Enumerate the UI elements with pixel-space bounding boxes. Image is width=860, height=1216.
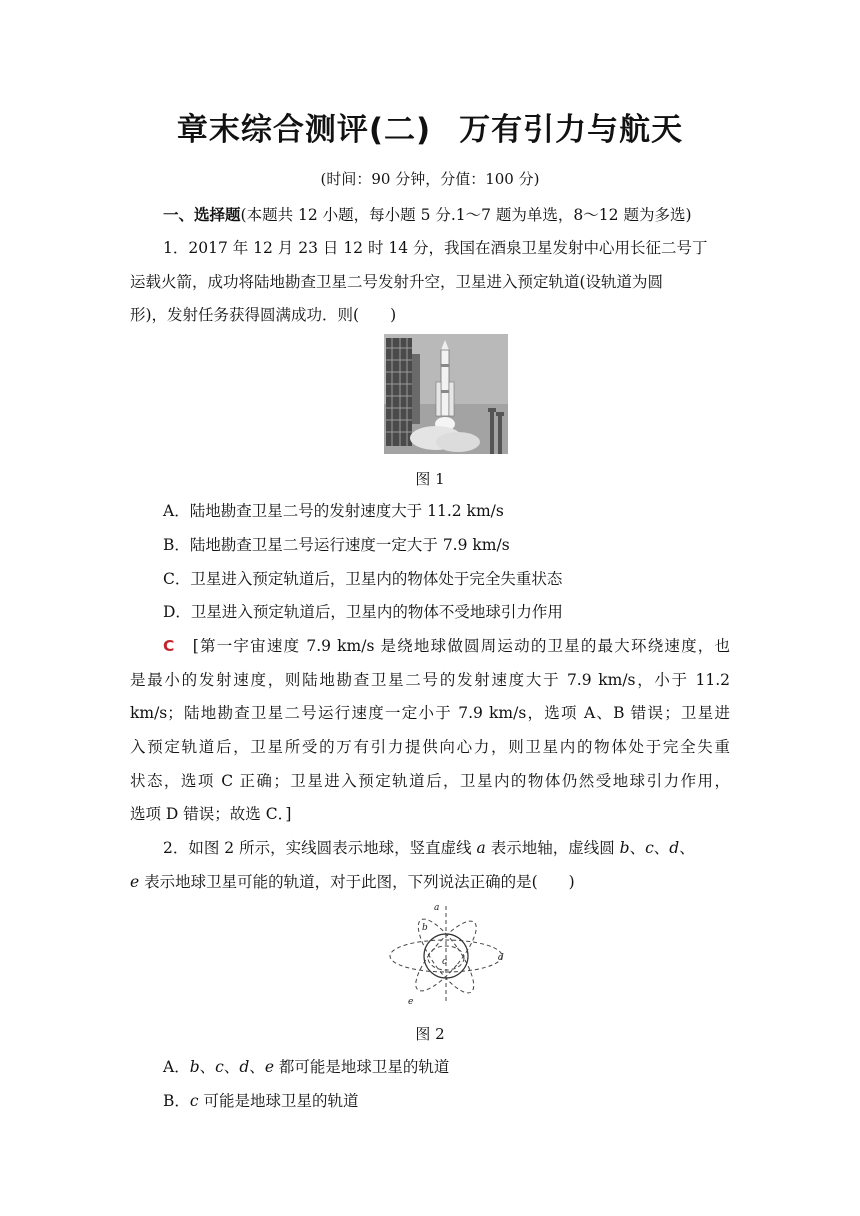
orbit-label-d: d [498,953,504,963]
q2-var-d: d [669,839,680,857]
q2-text: 表示地球卫星可能的轨道，对于此图，下列说法正确的是( ) [139,873,575,891]
q2-var-e: e [130,873,140,891]
q2-var-e: e [264,1058,274,1076]
section-note: (本题共 12 小题，每小题 5 分.1～7 题为单选，8～12 题为多选) [240,206,692,224]
q2-line-1 [163,838,730,858]
q2-text: 、 [679,839,695,857]
orbit-label-c: c [442,957,448,967]
q1-option-d: D．卫星进入预定轨道后，卫星内的物体不受地球引力作用 [163,603,563,621]
q1-answer: C [163,637,175,655]
orbit-label-e: e [408,997,414,1007]
q2-option-text: 、 [223,1058,240,1076]
q1-option-c: C．卫星进入预定轨道后，卫星内的物体处于完全失重状态 [163,570,563,588]
q2-text: 2．如图 2 所示，实线圆表示地球，竖直虚线 [163,839,477,857]
figure-1-caption: 图 1 [415,470,445,488]
q1-explanation-line-4: 入预定轨道后，卫星所受的万有引力提供向心力，则卫星内的物体处于完全失重 [130,738,730,756]
q1-line-2: 运载火箭，成功将陆地勘查卫星二号发射升空，卫星进入预定轨道(设轨道为圆 [130,273,664,291]
q2-option-text: 可能是地球卫星的轨道 [198,1092,359,1110]
q2-var-a: a [476,839,486,857]
title-sub: 万有引力与航天 [459,112,684,148]
exam-meta: (时间：90 分钟，分值：100 分) [320,170,540,188]
q2-option-text: 、 [249,1058,265,1076]
rocket-launch-image [384,334,508,454]
q1-line-3: 形)，发射任务获得圆满成功．则( ) [130,306,397,324]
q2-text: 表示地轴，虚线圆 [485,839,620,857]
q2-line-2 [130,872,730,892]
q2-var-c: c [189,1092,199,1110]
q1-explanation-line-3: km/s；陆地勘查卫星二号运行速度一定小于 7.9 km/s，选项 A、B 错误；卫星进 [130,704,730,722]
q2-option-a [163,1057,730,1077]
section-heading-line [130,205,730,225]
q2-option-b [163,1091,730,1111]
q2-option-text: B． [163,1092,190,1110]
q2-var-d: d [239,1058,250,1076]
section-heading: 一、选择题 [163,206,241,224]
title-main: 章末综合测评(二) [176,112,432,148]
orbit-label-a: a [434,903,440,913]
q1-explanation-line-6: 选项 D 错误；故选 C．] [130,805,292,823]
q2-text: 、 [629,839,646,857]
q2-var-c: c [645,839,654,857]
q2-option-text: A． [163,1058,190,1076]
q1-explanation-line-1 [163,636,730,656]
q2-option-text: 都可能是地球卫星的轨道 [274,1058,450,1076]
q1-line-1: 1．2017 年 12 月 23 日 12 时 14 分，我国在酒泉卫星发射中心用长征二号丁 [163,239,708,257]
q2-var-b: b [619,839,630,857]
q2-var-c: c [215,1058,224,1076]
orbit-label-b: b [422,923,428,933]
q2-text: 、 [653,839,670,857]
orbit-diagram [384,898,508,1008]
q1-option-a: A．陆地勘查卫星二号的发射速度大于 11.2 km/s [163,502,504,520]
q2-option-text: 、 [199,1058,216,1076]
page-title [0,104,860,149]
q1-explanation-line-2: 是最小的发射速度，则陆地勘查卫星二号的发射速度大于 7.9 km/s，小于 11.2 [130,671,730,689]
q1-explanation-line-5: 状态，选项 C 正确；卫星进入预定轨道后，卫星内的物体仍然受地球引力作用， [130,772,730,790]
q1-option-b: B．陆地勘查卫星二号运行速度一定大于 7.9 km/s [163,536,510,554]
figure-2-caption: 图 2 [415,1025,445,1043]
q1-explanation-text-1: [第一宇宙速度 7.9 km/s 是绕地球做圆周运动的卫星的最大环绕速度，也 [192,637,731,655]
q2-var-b: b [189,1058,200,1076]
